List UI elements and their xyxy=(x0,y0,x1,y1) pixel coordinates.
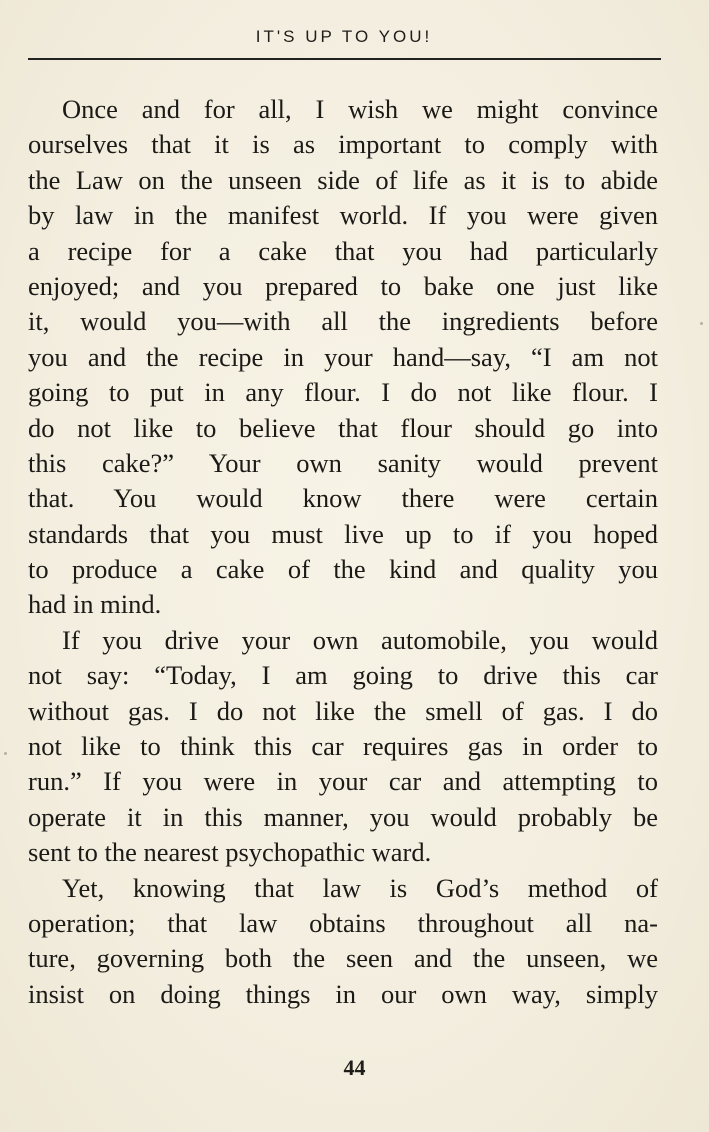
text-line: Yet, knowing that law is God’s method of xyxy=(62,872,658,903)
text-line: ture, governing both the seen and the unseen, we xyxy=(28,943,658,974)
text-line: without gas. I do not like the smell of gas. I do xyxy=(28,695,658,726)
text-line: sent to the nearest psychopathic ward. xyxy=(28,837,432,868)
text-line: operation; that law obtains throughout all na- xyxy=(28,907,658,938)
text-line: If you drive your own automobile, you would xyxy=(62,624,658,655)
text-line: enjoyed; and you prepared to bake one just like xyxy=(28,270,658,301)
text-line: it, would you—with all the ingredients before xyxy=(28,306,658,337)
text-line: the Law on the unseen side of life as it is to abide xyxy=(28,164,658,195)
paper-speck xyxy=(700,322,703,325)
text-line: operate it in this manner, you would probably be xyxy=(28,801,658,832)
text-line: this cake?” Your own sanity would prevent xyxy=(28,447,658,478)
paper-speck xyxy=(4,752,7,755)
running-head-title: IT'S UP TO YOU! xyxy=(255,27,433,46)
body-text xyxy=(28,92,658,1012)
text-line: to produce a cake of the kind and quality you xyxy=(28,554,658,585)
text-line: do not like to believe that flour should go into xyxy=(28,412,658,443)
text-line: insist on doing things in our own way, simply xyxy=(28,978,658,1009)
text-line: that. You would know there were certain xyxy=(28,483,658,514)
text-line: standards that you must live up to if you hoped xyxy=(28,518,658,549)
text-line: run.” If you were in your car and attempting to xyxy=(28,766,658,797)
text-line: by law in the manifest world. If you were given xyxy=(28,200,658,231)
text-line: you and the recipe in your hand—say, “I am not xyxy=(28,341,658,372)
text-line: ourselves that it is as important to comply with xyxy=(28,129,658,160)
text-line: not like to think this car requires gas in order to xyxy=(28,731,658,762)
text-line: going to put in any flour. I do not like flour. I xyxy=(28,377,658,408)
text-line: not say: “Today, I am going to drive this car xyxy=(28,660,658,691)
page-number: 44 xyxy=(343,1055,366,1080)
text-line: had in mind. xyxy=(28,589,162,620)
header-rule xyxy=(28,58,661,60)
text-line: a recipe for a cake that you had particularly xyxy=(28,235,658,266)
text-line: Once and for all, I wish we might convince xyxy=(62,94,658,124)
